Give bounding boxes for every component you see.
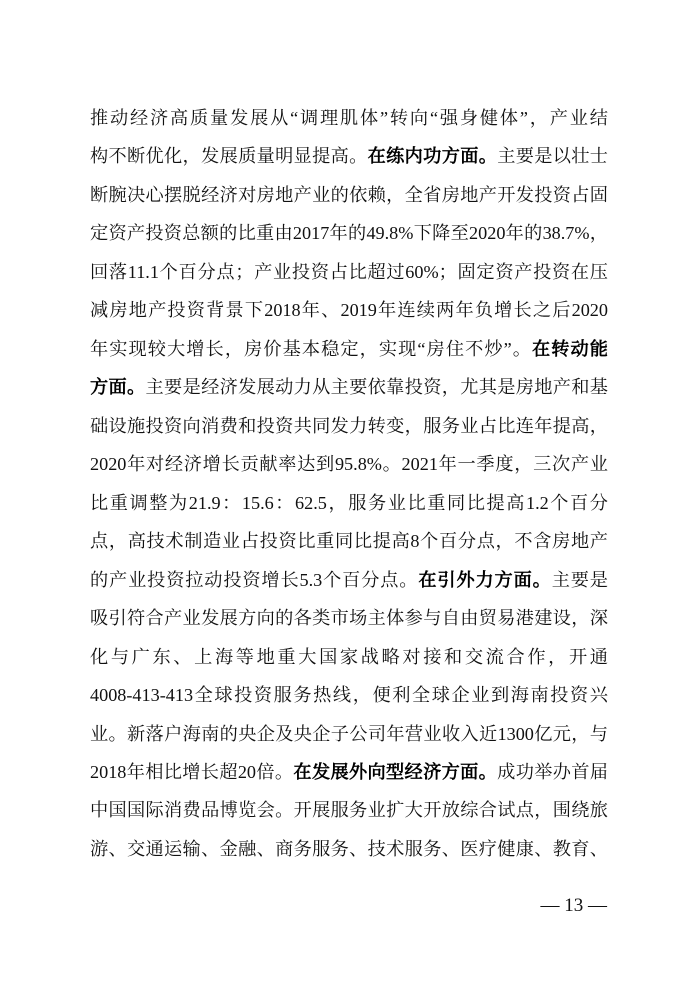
text-run: 2020年对经济增长贡献率达到95.8%。2021年一季度，三次产业 <box>90 454 608 475</box>
text-line <box>90 753 608 791</box>
text-run: 推动经济高质量发展从“调理肌体”转向“强身健体”，产业结 <box>90 108 608 128</box>
text-line <box>90 330 608 368</box>
text-run: 减房地产投资背景下2018年、2019年连续两年负增长之后2020 <box>90 300 608 321</box>
text-line <box>90 522 608 560</box>
page-number: — 13 — <box>540 895 607 916</box>
text-run: 主要是以壮士 <box>497 146 608 167</box>
text-line <box>90 214 608 252</box>
text-run: 游、交通运输、金融、商务服务、技术服务、医疗健康、教育、 <box>90 838 608 859</box>
text-line <box>90 715 608 753</box>
text-line <box>90 368 608 406</box>
text-line <box>90 791 608 829</box>
text-line <box>90 137 608 175</box>
text-line <box>90 830 608 868</box>
text-line <box>90 599 608 637</box>
text-line <box>90 253 608 291</box>
text-run: 的产业投资拉动投资增长5.3个百分点。 <box>90 569 419 590</box>
text-run: 业。新落户海南的央企及央企子公司年营业收入近1300亿元，与 <box>90 723 608 744</box>
text-run: 主要是 <box>551 569 608 590</box>
text-run: 吸引符合产业发展方向的各类市场主体参与自由贸易港建设，深 <box>90 608 608 629</box>
text-run: 回落11.1个百分点；产业投资占比超过60%；固定资产投资在压 <box>90 261 608 282</box>
text-run: 主要是经济发展动力从主要依靠投资，尤其是房地产和基 <box>145 377 608 398</box>
text-run: 成功举办首届 <box>497 761 608 782</box>
text-line <box>90 638 608 676</box>
text-run: 础设施投资向消费和投资共同发力转变，服务业占比连年提高， <box>90 415 608 436</box>
text-run: 构不断优化，发展质量明显提高。 <box>90 146 368 167</box>
text-run: 比重调整为21.9：15.6：62.5，服务业比重同比提高1.2个百分 <box>90 492 608 513</box>
text-run: 中国国际消费品博览会。开展服务业扩大开放综合试点，围绕旅 <box>90 800 608 821</box>
text-run: 点，高技术制造业占投资比重同比提高8个百分点，不含房地产 <box>90 531 608 552</box>
section-heading: 在引外力方面。 <box>418 569 552 590</box>
text-line <box>90 445 608 483</box>
text-line <box>90 561 608 599</box>
text-line <box>90 676 608 714</box>
text-line <box>90 99 608 137</box>
text-run: 化与广东、上海等地重大国家战略对接和交流合作，开通 <box>90 646 608 667</box>
section-heading: 在转动能 <box>532 338 608 359</box>
text-line <box>90 291 608 329</box>
text-run: 2018年相比增长超20倍。 <box>90 761 294 782</box>
body-text <box>90 99 608 868</box>
section-heading: 方面。 <box>90 377 146 398</box>
text-line <box>90 484 608 522</box>
text-run: 定资产投资总额的比重由2017年的49.8%下降至2020年的38.7%， <box>90 223 608 244</box>
section-heading: 在发展外向型经济方面。 <box>293 761 498 782</box>
text-run: 年实现较大增长，房价基本稳定，实现“房住不炒”。 <box>90 338 533 359</box>
text-run: 断腕决心摆脱经济对房地产业的依赖，全省房地产开发投资占固 <box>90 184 608 205</box>
section-heading: 在练内功方面。 <box>367 146 498 167</box>
text-line <box>90 176 608 214</box>
text-line <box>90 407 608 445</box>
text-run: 4008-413-413全球投资服务热线，便利全球企业到海南投资兴 <box>90 685 608 706</box>
